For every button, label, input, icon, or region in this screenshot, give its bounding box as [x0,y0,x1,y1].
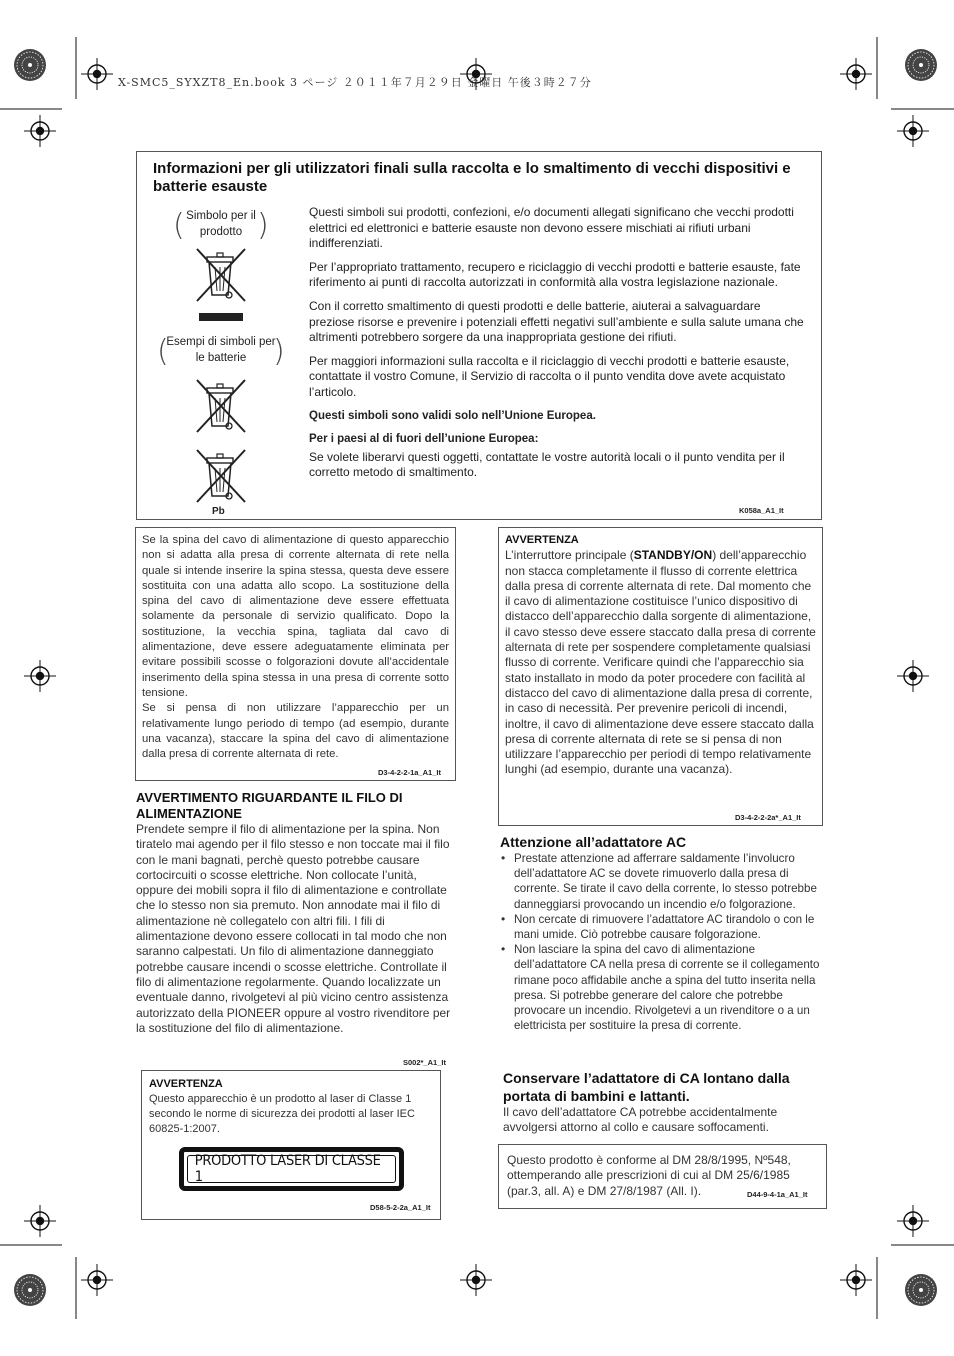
children-title: Conservare l’adattatore di CA lontano dalla portata di bambini e lattanti. [503,1070,790,1104]
children-text: Il cavo dell’adattatore CA potrebbe accidentalmente avvolgersi attorno al collo e causare soffocamenti. [503,1105,778,1135]
doc-code: D3-4-2-2-1a_A1_It [378,768,441,777]
dm-compliance-text: Questo prodotto è conforme al DM 28/8/1995, Nº548, ottemperando alle prescrizioni di cui al DM 25/6/1985 (par.3, all. A) e DM 27/8/1987 (All. I). [507,1153,791,1198]
standby-text-post: ) dell’apparecchio non stacca completamente il flusso di corrente elettrica dalla presa di corrente alternata di rete. Dal momento che il cavo di alimentazione costituisce l’unico dispositivo di distacco dell’apparecchio dalla sorgente di alimentazione, il cavo stesso deve essere staccato dalla presa di corrente alternata di rete per sospendere completamente qualsiasi flusso di corrente. Verificare quindi che l’apparecchio sia stato installato in modo da poter procedere con facilità al distacco del cavo di alimentazione dalla presa di corrente, in caso di necessità. Per prevenire pericoli di incendi, inoltre, il cavo di alimentazione deve essere staccato dalla presa di corrente alternata di rete se si pensa di non utilizzare l’apparecchio per periodi di tempo relativamente lunghi (ad esempio, durante una vacanza). [505,548,816,777]
list-item: • Non lasciare la spina del cavo di alimentazione dell’adattatore CA nella presa di corrente se il collegamento rimane poco affidabile anche a spina del tutto inserita nella presa. Si potrebbe generare del calore che potrebbe provocare un incendio. Rivolgetevi a un rivenditore o a un elettricista per sostituire la presa di corrente. [500,942,824,1033]
laser-class-label [179,1147,404,1191]
crossed-bin-icon [193,245,249,305]
disposal-info-box [136,151,822,520]
laser-warning-heading: AVVERTENZA [149,1078,223,1090]
paren-right: ) [257,208,269,243]
paren-right: ) [273,334,285,369]
file-header-line: X-SMC5_SYXZT8_En.book 3 ページ ２０１１年７月２９日 金曜日 午後３時２７分 [118,76,592,89]
laser-warning-box [141,1070,441,1220]
laser-class-label-text: PRODOTTO LASER DI CLASSE 1 [194,1153,381,1185]
plug-text-2: Se si pensa di non utilizzare l’apparecchio per un relativamente lungo periodo di tempo (ad esempio, durante una vacanza), staccare la spina del cavo di alimentazione dalla presa di corrente alternata di rete. [142,702,449,761]
disposal-title: Informazioni per gli utilizzatori finali sulla raccolta e lo smaltimento di vecchi dispositivi e batterie esauste [153,160,791,195]
black-bar-mark [199,313,243,321]
list-item: • Non cercate di rimuovere l’adattatore AC tirandolo o con le mani umide. Ciò potrebbe causare folgorazione. [500,912,824,942]
symbol-battery-label: Esempi di simboli per le batterie [166,336,276,364]
pb-label: Pb [212,506,225,517]
standby-warning-text [505,533,818,778]
standby-warning-box [498,527,823,826]
standby-warning-heading: AVVERTENZA [505,534,579,546]
dm-compliance-box [498,1144,827,1209]
paren-left: ( [173,208,185,243]
paragraph: Questi simboli sui prodotti, confezioni, e/o documenti allegati significano che vecchi prodotti elettrici ed elettronici e batterie esauste non devono essere mischiati ai rifiuti urbani indifferenziati. [309,205,794,251]
doc-code: S002*_A1_It [403,1058,446,1067]
doc-code: D3-4-2-2-2a*_A1_It [735,813,801,822]
adapter-title: Attenzione all’adattatore AC [500,834,687,850]
paragraph: Per maggiori informazioni sulla raccolta e il riciclaggio di vecchi prodotti e batterie esauste, contattate il vostro Comune, il Servizio di raccolta o il punto vendita dove avete acquistato l’articolo. [309,353,790,399]
disposal-text [309,205,809,481]
plug-text-1: Se la spina del cavo di alimentazione di questo apparecchio non si adatta alla presa di corrente alternata di rete nella quale si intende inserire la spina stessa, questa deve essere sostituita con una adatta allo scopo. La sostituzione della spina del cavo di alimentazione deve essere effettuata solamente da personale di servizio qualificato. Dopo la sostituzione, la vecchia spina, tagliata dal cavo di alimentazione, deve essere adeguatamente eliminata per evitare possibili scosse o folgorazioni dovute all’accidentale inserimento della spina stessa in una presa di corrente sotto tensione. [142,534,449,699]
plug-warning-text [142,533,449,762]
paren-left: ( [157,334,169,369]
non-eu-heading: Per i paesi al di fuori dell’unione Europea: [309,433,539,446]
doc-code: D44-9-4-1a_A1_It [747,1190,808,1199]
symbol-product-label: Simbolo per il prodotto [186,210,256,238]
plug-warning-box [135,527,456,781]
paragraph: Con il corretto smaltimento di questi prodotti e delle batterie, aiuterai a salvaguardare preziose risorse e prevenire i potenziali effetti negativi sull’ambiente e sulla salute umana che altrimenti potrebbero sorgere da una inappropriata gestione dei rifiuti. [309,298,804,345]
paragraph: Per l’appropriato trattamento, recupero e riciclaggio di vecchi prodotti e batterie esauste, fate riferimento ai punti di raccolta autorizzati in conformità alla vostra legislazione nazionale. [309,259,801,290]
crossed-bin-pb-icon [193,446,249,506]
laser-warning-body: Questo apparecchio è un prodotto al laser di Classe 1 secondo le norme di sicurezza dei prodotti al laser IEC 60825-1:2007. [149,1093,415,1135]
standby-text-pre: L’interruttore principale ( [505,548,634,563]
adapter-section [500,834,824,1033]
standby-on-label: STANDBY/ON [633,548,713,563]
power-cord-text: Prendete sempre il filo di alimentazione per la spina. Non tiratelo mai agendo per il filo stesso e non toccate mai il filo con le mani bagnati, perchè questo potrebbe causare cortocircuiti o scosse elettriche. Non collocate l’unità, oppure dei mobili sopra il filo di alimentazione e controllate che lo stesso non sia premuto. Non annodate mai il filo di alimentazione nè collegatelo con altri fili. I fili di alimentazione devono essere collocati in tal modo che non saranno calpestati. Un filo di alimentazione danneggiato potrebbe causare incendi o scosse elettriche. Controllate il filo di alimentazione regolarmente. Quando localizzate un eventuale danno, rivolgetevi al più vicino centro assistenza autorizzato della PIONEER oppure al vostro rivenditore per la sostituzione del filo di alimentazione. [136,822,451,1035]
crossed-bin-battery-icon [193,376,249,436]
children-section [503,1069,827,1136]
list-item: • Prestate attenzione ad afferrare saldamente l’involucro dell’adattatore AC se dovete rimuoverlo dalla presa di corrente. Se tirate il cavo della corrente, lo stesso potrebbe danneggiarsi provocando un incendio e/o folgorazione. [500,851,824,912]
power-cord-section [136,790,456,1036]
non-eu-text: Se volete liberarvi questi oggetti, contattate le vostre autorità locali o il punto vendita per il corretto metodo di smaltimento. [309,449,785,480]
power-cord-title: AVVERTIMENTO RIGUARDANTE IL FILO DI ALIMENTAZIONE [136,790,403,821]
laser-warning-text [149,1077,439,1137]
doc-code: D58-5-2-2a_A1_It [370,1203,431,1212]
adapter-bullets [500,851,824,1033]
eu-note: Questi simboli sono validi solo nell’Unione Europea. [309,409,596,422]
doc-code: K058a_A1_It [739,506,784,515]
